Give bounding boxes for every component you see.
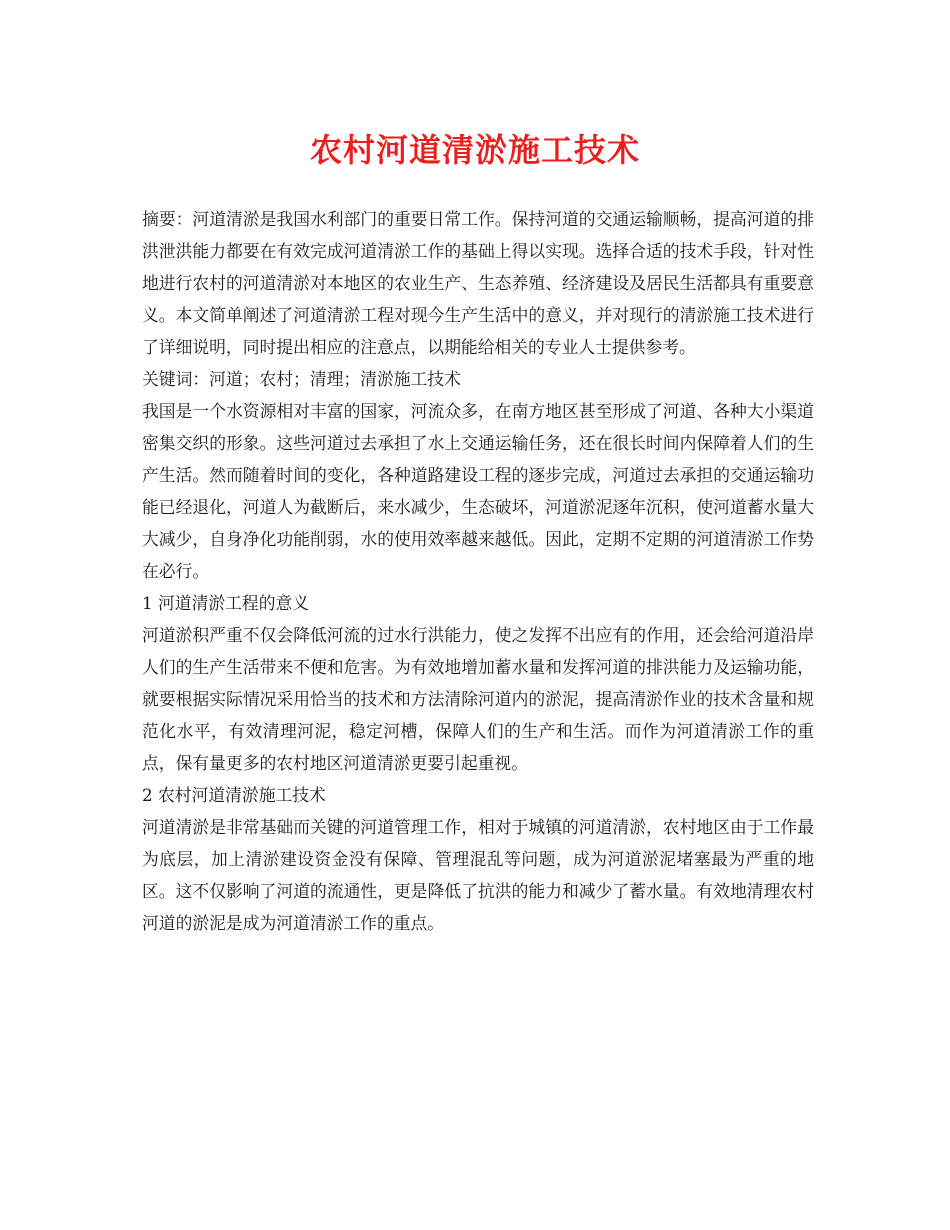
document-body	[142, 203, 814, 939]
section-1-heading: 1 河道清淤工程的意义	[142, 593, 310, 613]
abstract-paragraph: 摘要：河道清淤是我国水利部门的重要日常工作。保持河道的交通运输顺畅，提高河道的排洪泄洪能力都要在有效完成河道清淤工作的基础上得以实现。选择合适的技术手段，针对性地进行农村的河道清淤对本地区的农业生产、生态养殖、经济建设及居民生活都具有重要意义。本文简单阐述了河道清淤工程对现今生产生活中的意义，并对现行的清淤施工技术进行了详细说明，同时提出相应的注意点，以期能给相关的专业人士提供参考。	[142, 209, 814, 357]
document-title: 农村河道清淤施工技术	[309, 131, 640, 169]
section-2-paragraph: 河道清淤是非常基础而关键的河道管理工作，相对于城镇的河道清淤，农村地区由于工作最为底层，加上清淤建设资金没有保障、管理混乱等问题，成为河道淤泥堵塞最为严重的地区。这不仅影响了河道的流通性，更是降低了抗洪的能力和减少了蓄水量。有效地清理农村河道的淤泥是成为河道清淤工作的重点。	[142, 817, 814, 933]
section-1-paragraph: 河道淤积严重不仅会降低河流的过水行洪能力，使之发挥不出应有的作用，还会给河道沿岸人们的生产生活带来不便和危害。为有效地增加蓄水量和发挥河道的排洪能力及运输功能，就要根据实际情况采用恰当的技术和方法清除河道内的淤泥，提高清淤作业的技术含量和规范化水平，有效清理河泥，稳定河槽，保障人们的生产和生活。而作为河道清淤工作的重点，保有量更多的农村地区河道清淤更要引起重视。	[142, 625, 814, 773]
intro-paragraph: 我国是一个水资源相对丰富的国家，河流众多，在南方地区甚至形成了河道、各种大小渠道密集交织的形象。这些河道过去承担了水上交通运输任务，还在很长时间内保障着人们的生产生活。然而随着时间的变化，各种道路建设工程的逐步完成，河道过去承担的交通运输功能已经退化，河道人为截断后，来水减少，生态破坏，河道淤泥逐年沉积，使河道蓄水量大大减少，自身净化功能削弱，水的使用效率越来越低。因此，定期不定期的河道清淤工作势在必行。	[142, 401, 814, 581]
keywords-line: 关键词：河道；农村；清理；清淤施工技术	[142, 369, 461, 389]
section-2-heading: 2 农村河道清淤施工技术	[142, 785, 326, 805]
